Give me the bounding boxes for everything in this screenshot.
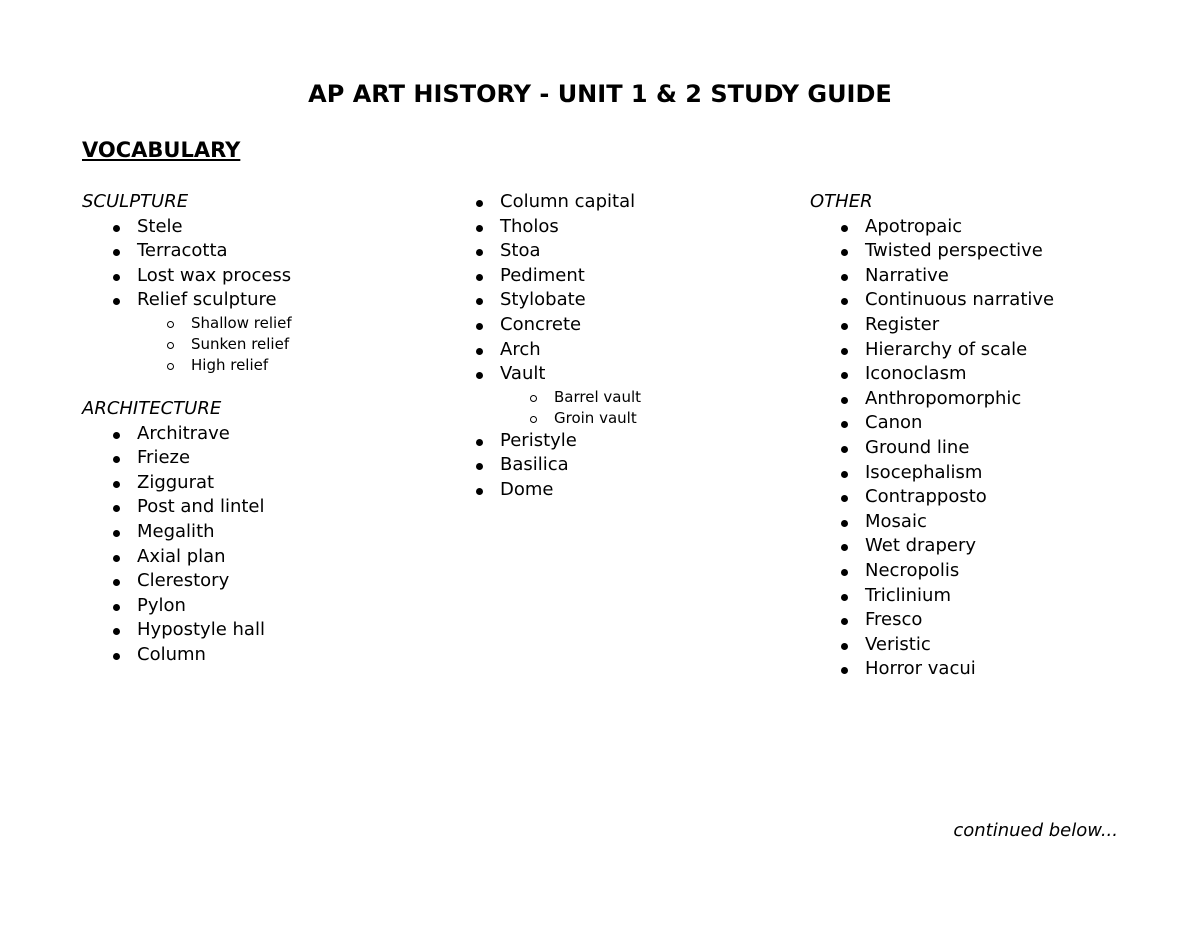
bullet-icon [841, 372, 848, 379]
circle-bullet-icon [530, 416, 537, 423]
bullet-icon [476, 200, 483, 207]
list-item [82, 471, 442, 496]
list-item-label: Apotropaic [865, 215, 963, 237]
list-item [810, 288, 1190, 313]
column-left [82, 190, 442, 668]
list-item [810, 461, 1190, 486]
list-item [810, 313, 1190, 338]
architecture-heading: ARCHITECTURE [82, 397, 222, 419]
bullet-icon [113, 249, 120, 256]
list-item [472, 288, 792, 313]
list-item-label: Basilica [500, 454, 569, 476]
list-item-label: Wet drapery [865, 535, 977, 557]
list-item [810, 510, 1190, 535]
list-item-label: Clerestory [137, 570, 230, 592]
list-item [810, 534, 1190, 559]
bullet-icon [841, 249, 848, 256]
sub-list-item [82, 313, 442, 334]
list-item-label: Veristic [865, 633, 931, 655]
list-item [472, 215, 792, 240]
list-item-label: Necropolis [865, 559, 960, 581]
list-item [810, 559, 1190, 584]
bullet-icon [476, 225, 483, 232]
list-item-label: Horror vacui [865, 658, 976, 680]
bullet-icon [113, 298, 120, 305]
other-group [810, 190, 1190, 682]
list-item-label: Canon [865, 412, 923, 434]
list-item-label: Triclinium [865, 584, 952, 606]
list-item-label: Ziggurat [137, 471, 215, 493]
bullet-icon [476, 249, 483, 256]
bullet-icon [113, 456, 120, 463]
bullet-icon [113, 274, 120, 281]
circle-bullet-icon [167, 363, 174, 370]
sculpture-heading: SCULPTURE [82, 191, 189, 212]
bullet-icon [476, 372, 483, 379]
list-item-label: Vault [500, 363, 546, 385]
list-item [472, 478, 792, 503]
bullet-icon [476, 348, 483, 355]
list-item [810, 338, 1190, 363]
list-item-label: Pylon [137, 594, 186, 616]
list-item-label: Arch [500, 338, 541, 360]
list-item [82, 569, 442, 594]
list-item-label: Ground line [865, 436, 970, 458]
list-item-label: Twisted perspective [865, 240, 1043, 262]
list-item [810, 362, 1190, 387]
bullet-icon [113, 530, 120, 537]
list-item [810, 264, 1190, 289]
architecture-group [82, 397, 442, 668]
list-item-label: Column [137, 643, 206, 665]
bullet-icon [113, 432, 120, 439]
continued-note: continued below... [953, 820, 1118, 841]
list-item [472, 264, 792, 289]
list-item [82, 545, 442, 570]
list-item-label: Iconoclasm [865, 363, 967, 385]
list-item-label: Continuous narrative [865, 289, 1055, 311]
bullet-icon [476, 463, 483, 470]
list-item-label: Stele [137, 215, 183, 237]
list-item [810, 387, 1190, 412]
list-item [810, 608, 1190, 633]
bullet-icon [841, 274, 848, 281]
list-item [810, 584, 1190, 609]
bullet-icon [841, 397, 848, 404]
list-item-label: Lost wax process [137, 264, 292, 286]
other-heading: OTHER [810, 191, 873, 212]
list-item-label: Peristyle [500, 429, 577, 451]
list-item [472, 362, 792, 429]
sub-list-item [82, 355, 442, 376]
list-item-label: Anthropomorphic [865, 387, 1022, 409]
sub-list-item [82, 334, 442, 355]
list-item [472, 429, 792, 454]
list-item [82, 520, 442, 545]
bullet-icon [113, 579, 120, 586]
list-item [472, 239, 792, 264]
sculpture-group [82, 190, 442, 376]
bullet-icon [841, 348, 848, 355]
list-item [82, 643, 442, 668]
relief-sublist [137, 313, 442, 376]
list-item [472, 338, 792, 363]
bullet-icon [113, 481, 120, 488]
list-item [82, 239, 442, 264]
list-item-label: Hypostyle hall [137, 619, 265, 641]
bullet-icon [113, 555, 120, 562]
list-item-label: Post and lintel [137, 496, 265, 518]
bullet-icon [841, 446, 848, 453]
bullet-icon [841, 643, 848, 650]
bullet-icon [476, 323, 483, 330]
circle-bullet-icon [530, 395, 537, 402]
list-item-label: Frieze [137, 447, 191, 469]
bullet-icon [113, 604, 120, 611]
list-item-label: Axial plan [137, 545, 226, 567]
bullet-icon [113, 628, 120, 635]
list-item [810, 215, 1190, 240]
bullet-icon [113, 505, 120, 512]
list-item-label: Tholos [500, 215, 559, 237]
sub-list-item [472, 387, 792, 408]
list-item [472, 313, 792, 338]
vocabulary-heading: VOCABULARY [82, 138, 241, 162]
bullet-icon [841, 618, 848, 625]
list-item [472, 190, 792, 215]
sub-list-item-label: Barrel vault [554, 387, 642, 406]
bullet-icon [113, 653, 120, 660]
bullet-icon [113, 225, 120, 232]
list-item-label: Register [865, 313, 940, 335]
list-item-label: Contrapposto [865, 486, 987, 508]
list-item [82, 215, 442, 240]
list-item-label: Hierarchy of scale [865, 338, 1028, 360]
list-item-label: Mosaic [865, 510, 927, 532]
column-right [810, 190, 1190, 682]
bullet-icon [476, 488, 483, 495]
column-middle [472, 190, 792, 503]
other-list [810, 215, 1190, 682]
list-item-label: Megalith [137, 520, 215, 542]
list-item-label: Relief sculpture [137, 289, 277, 311]
list-item-label: Column capital [500, 191, 636, 212]
list-item-label: Terracotta [137, 240, 228, 262]
sub-list-item [472, 408, 792, 429]
list-item-label: Concrete [500, 313, 582, 335]
bullet-icon [841, 421, 848, 428]
list-item [82, 495, 442, 520]
bullet-icon [841, 569, 848, 576]
sub-list-item-label: Sunken relief [191, 334, 290, 353]
bullet-icon [841, 471, 848, 478]
sub-list-item-label: Groin vault [554, 408, 637, 427]
bullet-icon [841, 323, 848, 330]
architecture-continued-list [472, 190, 792, 503]
list-item-label: Fresco [865, 609, 923, 631]
sub-list-item-label: High relief [191, 355, 269, 374]
sculpture-list [82, 215, 442, 376]
list-item-label: Stoa [500, 240, 541, 262]
bullet-icon [841, 594, 848, 601]
circle-bullet-icon [167, 321, 174, 328]
list-item [82, 594, 442, 619]
bullet-icon [841, 298, 848, 305]
bullet-icon [476, 298, 483, 305]
list-item [472, 453, 792, 478]
list-item-label: Narrative [865, 264, 949, 286]
bullet-icon [476, 439, 483, 446]
list-item-label: Architrave [137, 422, 230, 444]
list-item [82, 618, 442, 643]
list-item [82, 446, 442, 471]
list-item [810, 436, 1190, 461]
list-item [82, 264, 442, 289]
sub-list-item-label: Shallow relief [191, 313, 292, 332]
list-item-label: Stylobate [500, 289, 586, 311]
list-item [810, 239, 1190, 264]
bullet-icon [841, 225, 848, 232]
bullet-icon [476, 274, 483, 281]
list-item-label: Isocephalism [865, 461, 983, 483]
architecture-list [82, 422, 442, 668]
list-item [810, 657, 1190, 682]
list-item-label: Pediment [500, 264, 585, 286]
circle-bullet-icon [167, 342, 174, 349]
bullet-icon [841, 520, 848, 527]
list-item [810, 411, 1190, 436]
list-item-label: Dome [500, 478, 554, 500]
list-item [810, 633, 1190, 658]
list-item [82, 422, 442, 447]
bullet-icon [841, 495, 848, 502]
vault-sublist [500, 387, 792, 429]
bullet-icon [841, 667, 848, 674]
list-item [82, 288, 442, 376]
bullet-icon [841, 544, 848, 551]
page-title: AP ART HISTORY - UNIT 1 & 2 STUDY GUIDE [308, 80, 892, 108]
list-item [810, 485, 1190, 510]
